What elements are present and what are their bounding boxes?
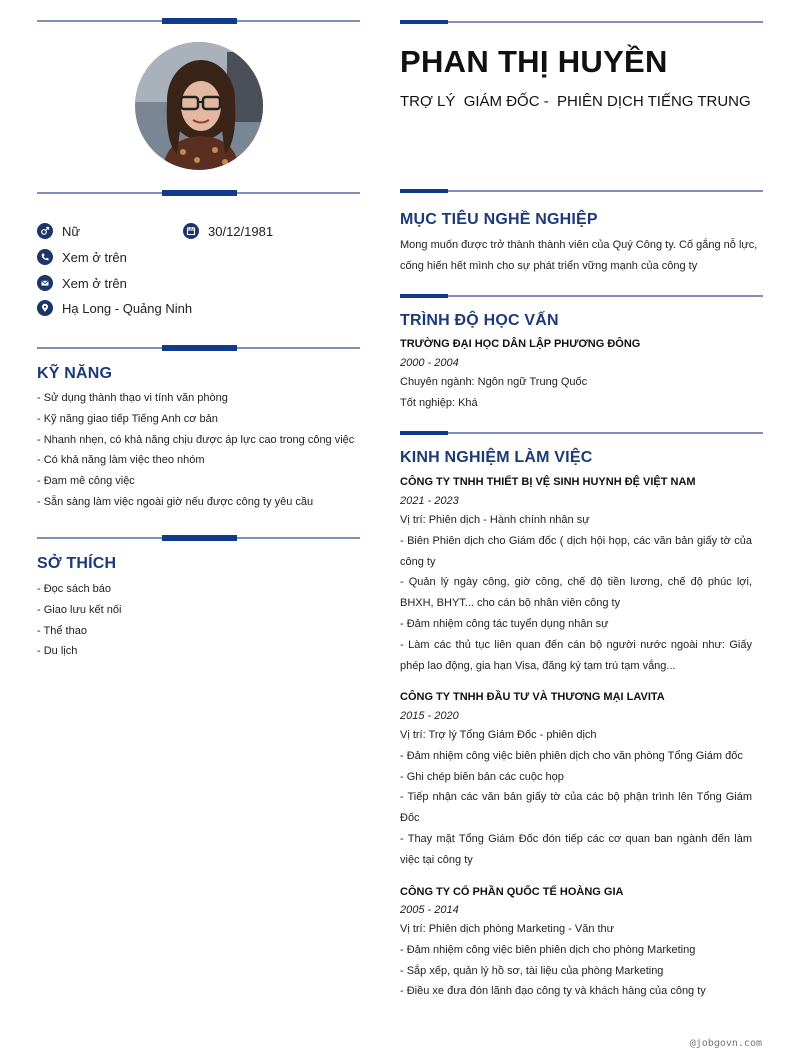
email-row — [37, 275, 127, 291]
education-title: TRÌNH ĐỘ HỌC VẤN — [400, 312, 559, 329]
objective-text: Mong muốn được trở thành thành viên của Quý Công ty. Cố gắng nỗ lực, cống hiến hết mình cho sự phát triển vững mạnh của công ty — [400, 239, 758, 272]
list-item: - Kỹ năng giao tiếp Tiếng Anh cơ bản — [37, 412, 218, 425]
list-item: - Du lịch — [37, 645, 78, 658]
job-period: 2005 - 2014 — [400, 904, 459, 916]
avatar-top-divider — [37, 20, 360, 22]
email-icon — [37, 275, 53, 291]
job-details — [400, 725, 752, 871]
job-line: - Đảm nhiệm công việc biên phiên dịch cho phòng Marketing — [400, 943, 696, 956]
calendar-icon — [183, 223, 199, 239]
header-divider — [400, 21, 763, 23]
job-line: - Quản lý ngày công, giờ công, chế độ tiền lương, chế độ phúc lợi, BHXH, BHYT... cho cán bộ nhân viên công ty — [400, 576, 752, 610]
company-name: CÔNG TY TNHH THIẾT BỊ VỆ SINH HUYNH ĐỆ VIỆT NAM — [400, 476, 696, 488]
job-line: - Biên Phiên dịch cho Giám đốc ( dịch hội họp, các văn bản giấy tờ của công ty — [400, 534, 752, 568]
skills-divider — [37, 347, 360, 349]
gender-icon — [37, 223, 53, 239]
education-divider — [400, 295, 763, 297]
education-major: Chuyên ngành: Ngôn ngữ Trung Quốc — [400, 376, 588, 388]
skills-title: KỸ NĂNG — [37, 365, 113, 382]
job-details — [400, 510, 752, 676]
footer-watermark: @jobgovn.com — [689, 1038, 762, 1049]
job-period: 2015 - 2020 — [400, 710, 459, 722]
gender-value: Nữ — [62, 223, 81, 239]
list-item: - Sử dụng thành thạo vi tính văn phòng — [37, 392, 228, 404]
skills-list — [37, 388, 354, 513]
objective-title: MỤC TIÊU NGHỀ NGHIỆP — [400, 211, 598, 228]
birthdate-row — [183, 223, 273, 239]
education-period: 2000 - 2004 — [400, 357, 459, 369]
job-line: - Ghi chép biên bản các cuộc họp — [400, 770, 564, 783]
list-item: - Thể thao — [37, 624, 87, 637]
phone-icon — [37, 249, 53, 265]
list-item: - Đọc sách báo — [37, 583, 111, 595]
email-value[interactable]: Xem ở trên — [62, 275, 127, 291]
hobbies-title: SỞ THÍCH — [37, 555, 117, 572]
list-item: - Giao lưu kết nối — [37, 603, 122, 616]
list-item: - Sẵn sàng làm việc ngoài giờ nếu được công ty yêu cầu — [37, 495, 314, 508]
job-period: 2021 - 2023 — [400, 495, 459, 507]
birthdate-value: 30/12/1981 — [208, 223, 274, 239]
info-top-divider — [37, 192, 360, 194]
list-item: - Nhanh nhẹn, có khả năng chịu được áp lực cao trong công việc — [37, 433, 355, 446]
job-line: - Tiếp nhận các văn bản giấy tờ của các bộ phận trình lên Tổng Giám Đốc — [400, 791, 752, 825]
experience-title: KINH NGHIỆM LÀM VIỆC — [400, 449, 593, 466]
address-row — [37, 300, 192, 316]
job-line: - Thay mặt Tổng Giám Đốc đón tiếp các cơ quan ban ngành đến làm việc tại công ty — [400, 832, 752, 866]
hobbies-list — [37, 579, 121, 662]
hobbies-divider — [37, 537, 360, 539]
education-grade: Tốt nghiệp: Khá — [400, 397, 478, 409]
address-value: Hạ Long - Quảng Ninh — [62, 300, 193, 316]
objective-divider — [400, 190, 763, 192]
job-line: - Sắp xếp, quản lý hồ sơ, tài liệu của phòng Marketing — [400, 964, 664, 977]
job-line: - Điều xe đưa đón lãnh đạo công ty và khách hàng của công ty — [400, 985, 706, 998]
company-name: CÔNG TY TNHH ĐẦU TƯ VÀ THƯƠNG MẠI LAVITA — [400, 691, 665, 703]
job-line: Vị trí: Phiên dịch phòng Marketing - Văn thư — [400, 923, 615, 935]
location-icon — [37, 300, 53, 316]
full-name: PHAN THỊ HUYỀN — [400, 44, 668, 79]
avatar — [135, 42, 263, 170]
job-line: - Đảm nhiệm công việc biên phiên dịch cho văn phòng Tổng Giám đốc — [400, 749, 743, 762]
list-item: - Có khả năng làm việc theo nhóm — [37, 454, 205, 467]
job-line: - Làm các thủ tục liên quan đến cán bộ người nước ngoài như: Giấy phép lao động, gia hạn Visa, đăng ký tạm trú tạm vắng... — [400, 638, 752, 672]
job-details — [400, 919, 752, 1002]
job-line: Vị trí: Phiên dịch - Hành chính nhân sự — [400, 514, 590, 526]
job-line: Vị trí: Trợ lý Tổng Giám Đốc - phiên dịch — [400, 729, 597, 741]
experience-divider — [400, 432, 763, 434]
school-name: TRƯỜNG ĐẠI HỌC DÂN LẬP PHƯƠNG ĐÔNG — [400, 338, 641, 350]
job-position: TRỢ LÝ GIÁM ĐỐC - PHIÊN DỊCH TIẾNG TRUNG — [400, 93, 751, 110]
list-item: - Đam mê công việc — [37, 475, 135, 488]
phone-value[interactable]: Xem ở trên — [62, 249, 127, 265]
job-line: - Đảm nhiệm công tác tuyển dụng nhân sự — [400, 617, 609, 630]
company-name: CÔNG TY CỔ PHẦN QUỐC TẾ HOÀNG GIA — [400, 886, 624, 898]
gender-row — [37, 223, 80, 239]
phone-row — [37, 249, 127, 265]
